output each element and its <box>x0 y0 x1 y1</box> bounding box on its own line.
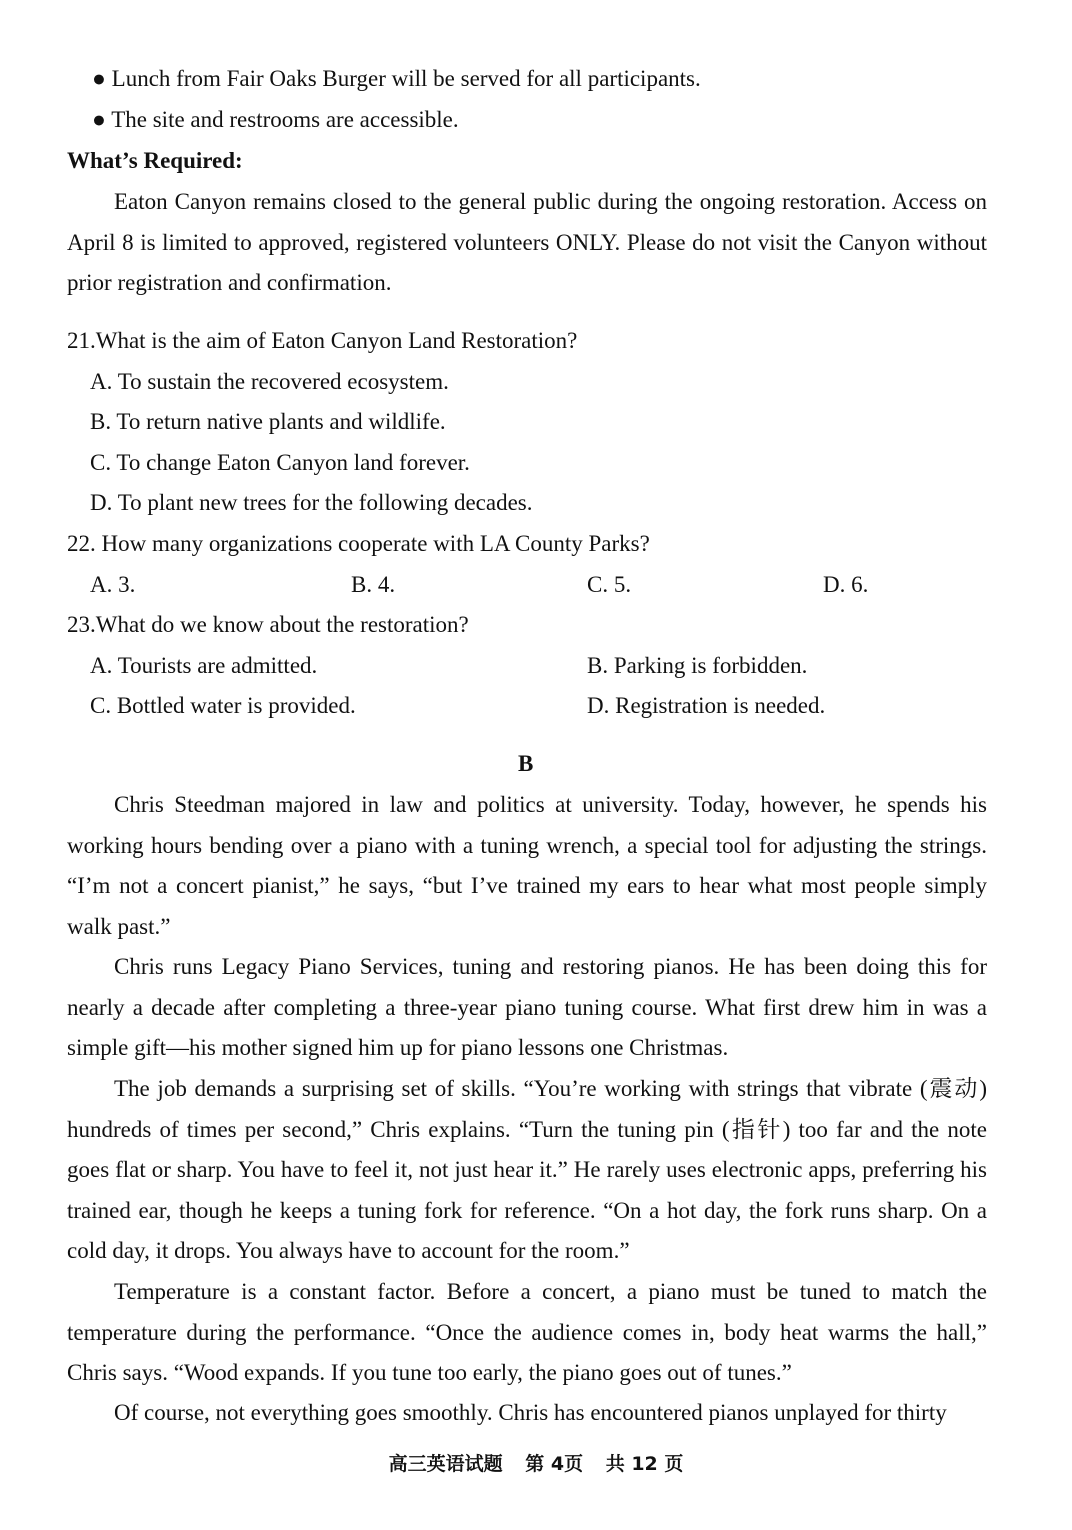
section-b-heading: B <box>518 751 534 776</box>
question-21-option-a: A. To sustain the recovered ecosystem. <box>90 369 449 394</box>
section-b-paragraph-3-text: The job demands a surprising set of skills. “You’re working with strings that vibrate (震动) hundreds of times per second,” Chris explains. “Turn the tuning pin (指针) too far and the note goes flat or sharp. You have to feel it, not just hear it.” He rarely uses electronic apps, preferring his trained ear, though he keeps a tuning fork for reference. “On a hot day, the fork runs sharp. On a cold day, it drops. You always have to account for the room.” <box>67 1076 987 1264</box>
question-23-option-c: C. Bottled water is provided. <box>90 693 356 718</box>
section-b-paragraph-1 <box>67 785 987 947</box>
section-b-paragraph-2-text: Chris runs Legacy Piano Services, tuning and restoring pianos. He has been doing this for nearly a decade after completing a three-year piano tuning course. What first drew him in was a simple gift—his mother signed him up for piano lessons one Christmas. <box>67 954 987 1061</box>
required-heading: What’s Required: <box>67 148 243 173</box>
question-21-option-d: D. To plant new trees for the following decades. <box>90 490 533 515</box>
question-22-stem: 22. How many organizations cooperate with LA County Parks? <box>67 531 650 556</box>
section-b-paragraph-4-text: Temperature is a constant factor. Before a concert, a piano must be tuned to match the temperature during the performance. “Once the audience comes in, body heat warms the hall,” Chris says. “Wood expands. If you tune too early, the piano goes out of tunes.” <box>67 1279 987 1386</box>
question-22-option-c: C. 5. <box>587 572 632 597</box>
question-21-option-c: C. To change Eaton Canyon land forever. <box>90 450 470 475</box>
question-23-option-a: A. Tourists are admitted. <box>90 653 318 678</box>
question-23-stem: 23.What do we know about the restoration? <box>67 612 469 637</box>
required-paragraph <box>67 182 987 304</box>
question-21-stem: 21.What is the aim of Eaton Canyon Land Restoration? <box>67 328 578 353</box>
question-23-option-b: B. Parking is forbidden. <box>587 653 808 678</box>
footer-page-number: 第 4页 <box>525 1453 584 1475</box>
section-b-paragraph-5-text: Of course, not everything goes smoothly. Chris has encountered pianos unplayed for thirty <box>114 1400 947 1425</box>
required-paragraph-text: Eaton Canyon remains closed to the general public during the ongoing restoration. Access on April 8 is limited to approved, registered volunteers ONLY. Please do not visit the Canyon without prior registration and confirmation. <box>67 189 987 296</box>
section-b-paragraph-4 <box>67 1272 987 1394</box>
footer-total-pages: 共 12 页 <box>605 1453 684 1475</box>
section-b-paragraph-5 <box>67 1393 987 1434</box>
bullet-accessible: ● The site and restrooms are accessible. <box>92 107 459 132</box>
question-21-option-b: B. To return native plants and wildlife. <box>90 409 446 434</box>
section-b-paragraph-2 <box>67 947 987 1069</box>
question-22-option-a: A. 3. <box>90 572 136 597</box>
question-22-option-d: D. 6. <box>823 572 869 597</box>
question-22-option-b: B. 4. <box>351 572 396 597</box>
section-b-paragraph-1-text: Chris Steedman majored in law and politics at university. Today, however, he spends his working hours bending over a piano with a tuning wrench, a special tool for adjusting the strings. “I’m not a concert pianist,” he says, “but I’ve trained my ears to hear what most people simply walk past.” <box>67 792 987 939</box>
page-footer <box>0 1449 1072 1476</box>
footer-title: 高三英语试题 <box>388 1453 503 1475</box>
question-23-option-d: D. Registration is needed. <box>587 693 826 718</box>
section-b-paragraph-3 <box>67 1069 987 1272</box>
bullet-lunch: ● Lunch from Fair Oaks Burger will be served for all participants. <box>92 66 701 91</box>
